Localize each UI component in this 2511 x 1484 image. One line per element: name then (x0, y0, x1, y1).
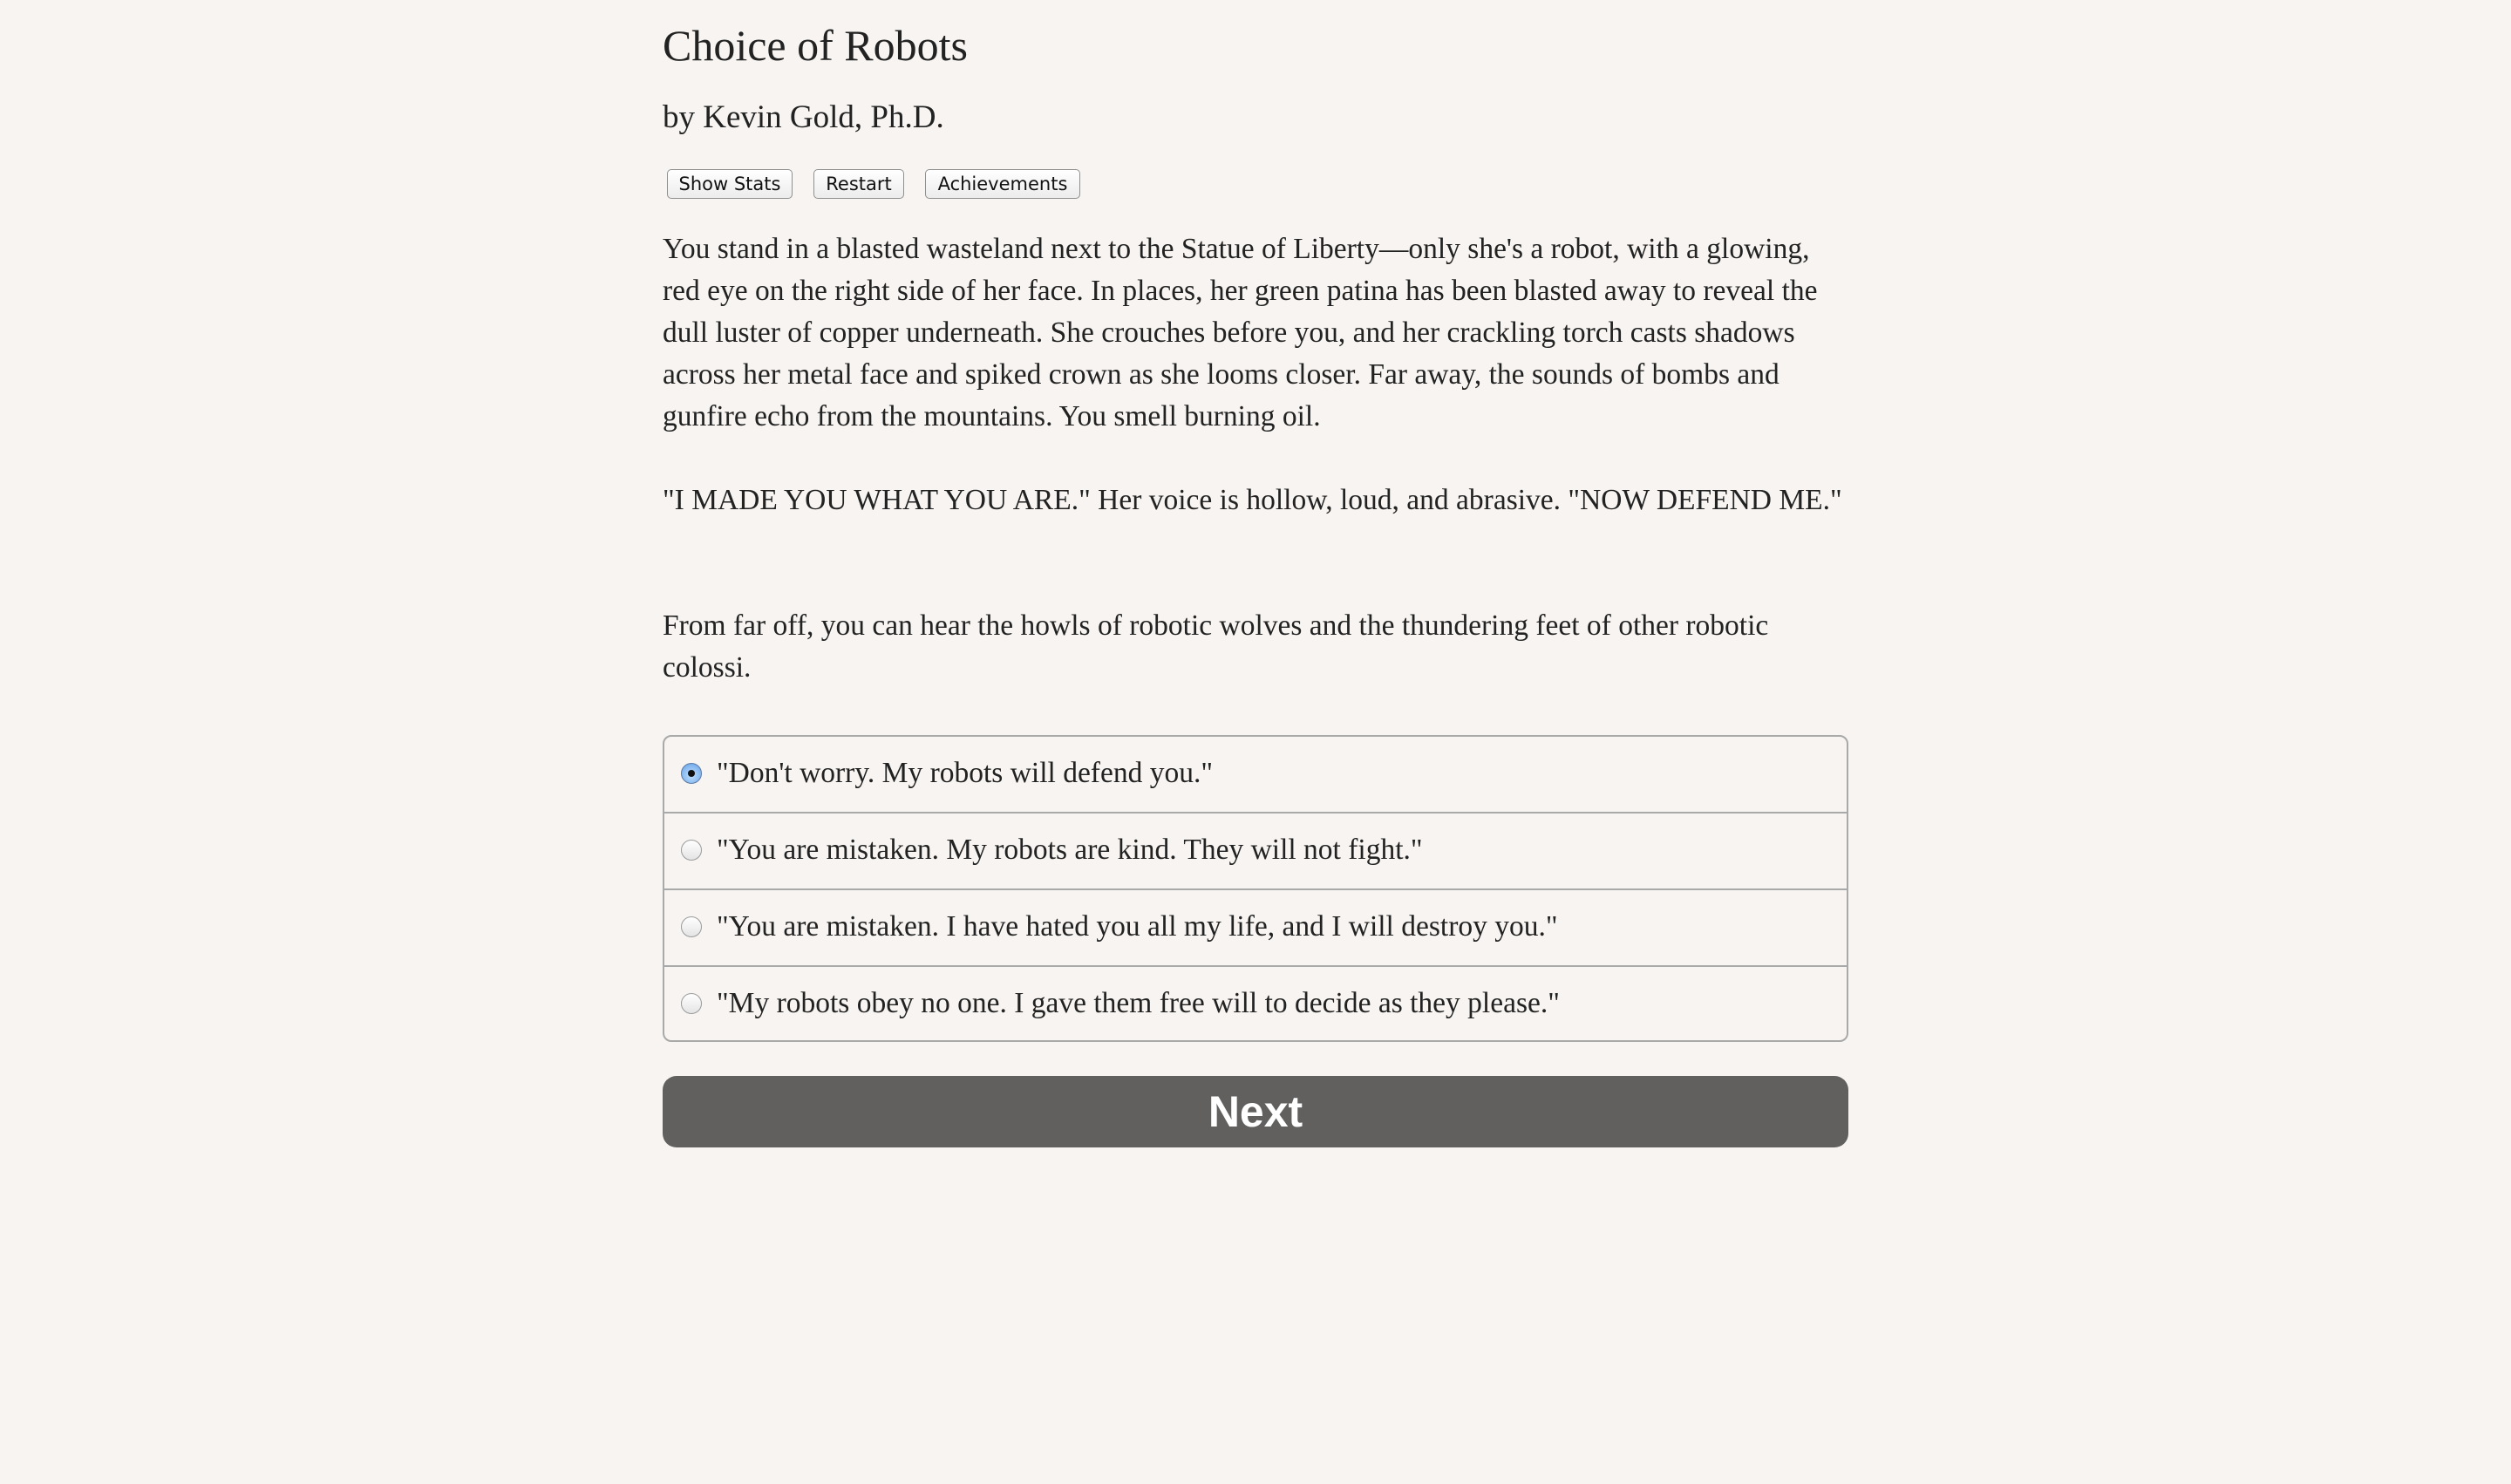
next-button[interactable]: Next (663, 1076, 1848, 1147)
choice-option[interactable] (664, 737, 1847, 813)
author-byline: by Kevin Gold, Ph.D. (663, 99, 944, 135)
choice-option[interactable] (664, 967, 1847, 1042)
radio-button[interactable] (681, 993, 702, 1014)
radio-button[interactable] (681, 840, 702, 861)
choice-label[interactable]: "You are mistaken. I have hated you all my life, and I will destroy you." (717, 910, 1558, 943)
choice-label[interactable]: "My robots obey no one. I gave them free will to decide as they please." (717, 987, 1560, 1019)
story-paragraph: From far off, you can hear the howls of robotic wolves and the thundering feet of other robotic colossi. (663, 609, 1769, 684)
story-paragraph: "I MADE YOU WHAT YOU ARE." Her voice is hollow, loud, and abrasive. "NOW DEFEND ME." (663, 484, 1842, 516)
story-paragraph: You stand in a blasted wasteland next to the Statue of Liberty—only she's a robot, with a glowing, red eye on the right side of her face. In places, her green patina has been blasted away to reveal the dull luster of copper underneath. She crouches before you, and her crackling torch casts shadows across her metal face and spiked crown as she looms closer. Far away, the sounds of bombs and gunfire echo from the mountains. You smell burning oil. (663, 233, 1818, 432)
achievements-button[interactable]: Achievements (925, 169, 1080, 199)
page-title: Choice of Robots (663, 21, 968, 70)
choice-label[interactable]: "Don't worry. My robots will defend you." (717, 757, 1214, 789)
radio-button[interactable] (681, 916, 702, 937)
restart-button[interactable]: Restart (813, 169, 904, 199)
show-stats-button[interactable]: Show Stats (667, 169, 793, 199)
choice-option[interactable] (664, 890, 1847, 967)
choice-list (663, 735, 1848, 1042)
choice-option[interactable] (664, 813, 1847, 890)
choice-label[interactable]: "You are mistaken. My robots are kind. They will not fight." (717, 834, 1423, 866)
radio-button-selected[interactable] (681, 763, 702, 784)
